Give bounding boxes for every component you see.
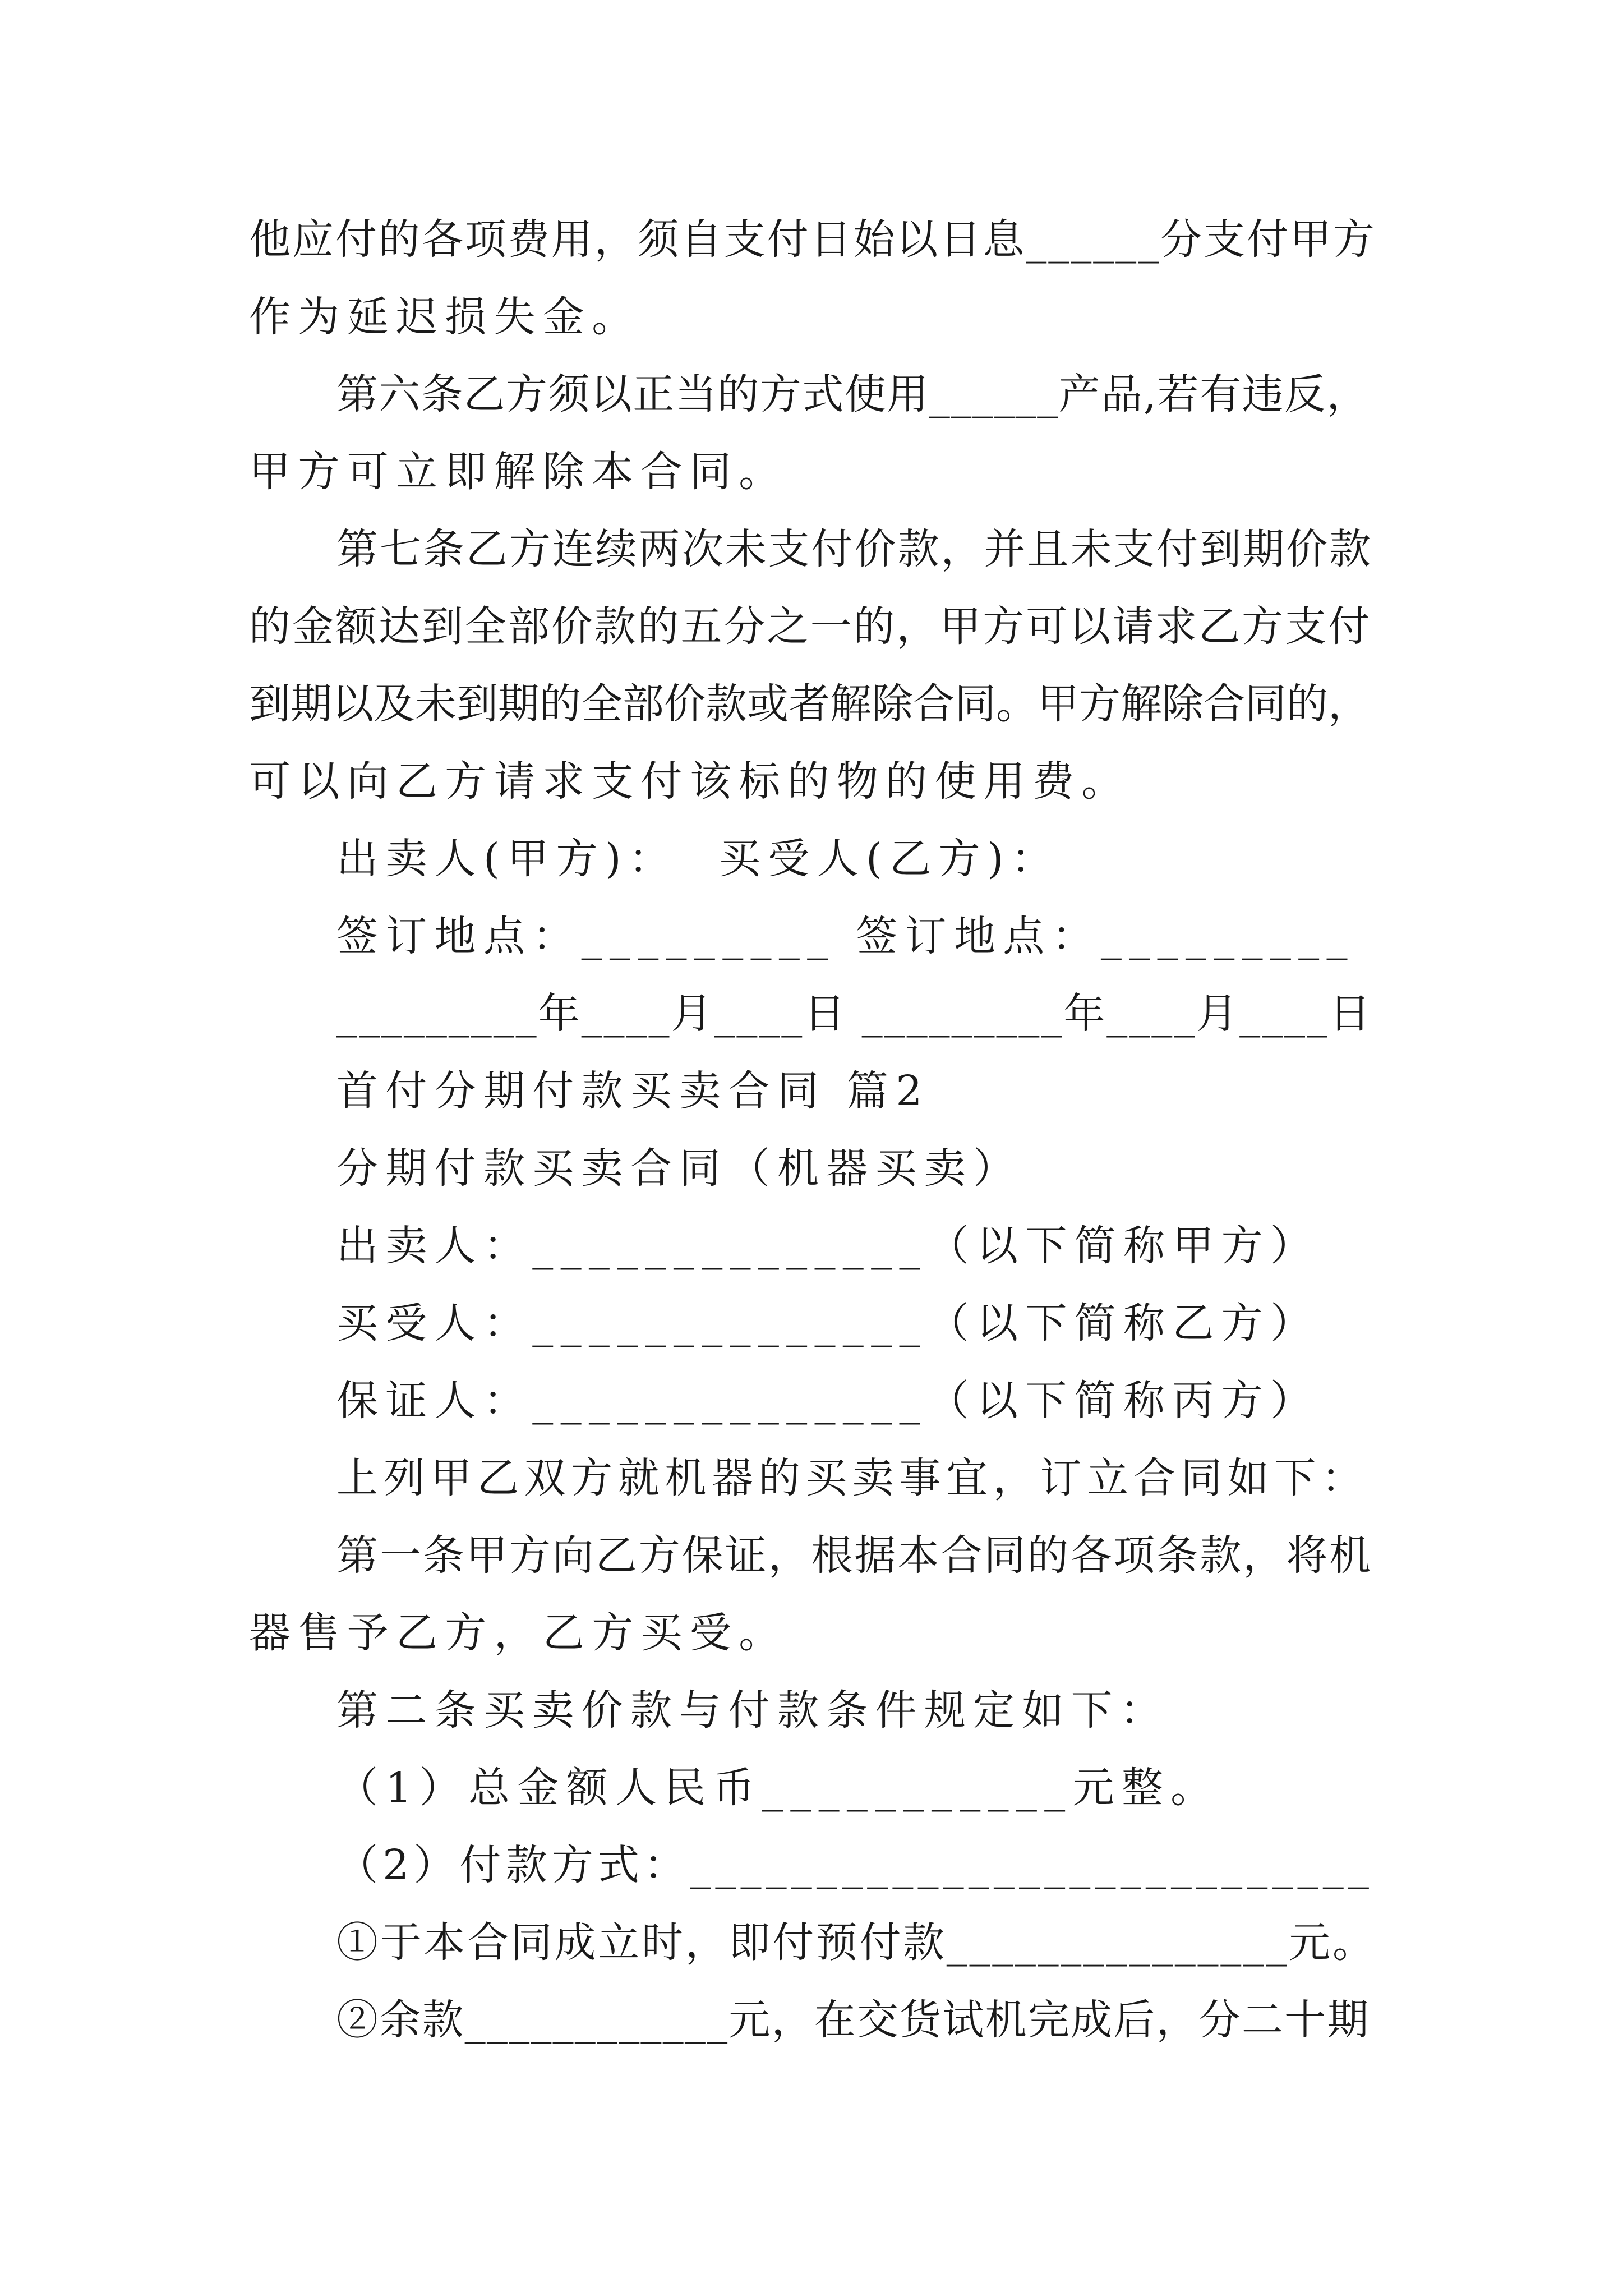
text-line: ②余款____________元，在交货试机完成后，分二十期 (336, 1996, 1370, 2044)
text-line: 器售予乙方，乙方买受。 (249, 1609, 788, 1657)
text-line: 他应付的各项费用，须自支付日始以日息______分支付甲方 (249, 215, 1376, 264)
text-line: 出卖人：______________（以下简称甲方） (336, 1222, 1320, 1270)
text-line: 到期以及未到期的全部价款或者解除合同。甲方解除合同的， (249, 680, 1370, 728)
section-heading: 首付分期付款买卖合同 篇2 (336, 1067, 930, 1115)
text-line: 作为延迟损失金。 (249, 293, 641, 341)
contract-title: 分期付款买卖合同（机器买卖） (336, 1144, 1022, 1193)
text-line: （1）总金额人民币___________元整。 (336, 1764, 1220, 1812)
text-line: 第七条乙方连续两次未支付价款，并且未支付到期价款 (336, 525, 1373, 573)
text-line: 出卖人(甲方)： 买受人(乙方)： (336, 835, 1061, 883)
text-line: 买受人：______________（以下简称乙方） (336, 1299, 1320, 1347)
text-line: ①于本合同成立时，即付预付款_______________元。 (336, 1918, 1376, 1967)
text-line: 第二条买卖价款与付款条件规定如下： (336, 1686, 1169, 1734)
text-line: 保证人：______________（以下简称丙方） (336, 1377, 1320, 1425)
text-line: （2）付款方式：___________________________ (336, 1841, 1373, 1889)
text-line: 上列甲乙双方就机器的买卖事宜，订立合同如下： (336, 1454, 1368, 1502)
text-line: _________年____月____日 _________年____月____日 (336, 990, 1372, 1038)
text-line: 可以向乙方请求支付该标的物的使用费。 (249, 757, 1131, 806)
text-line: 第一条甲方向乙方保证，根据本合同的各项条款，将机 (336, 1531, 1373, 1580)
text-line: 第六条乙方须以正当的方式使用______产品,若有违反， (336, 370, 1369, 418)
text-line: 的金额达到全部价款的五分之一的，甲方可以请求乙方支付 (249, 602, 1371, 651)
text-line: 签订地点：_________ 签订地点：_________ (336, 912, 1355, 960)
text-line: 甲方可立即解除本合同。 (249, 448, 788, 496)
